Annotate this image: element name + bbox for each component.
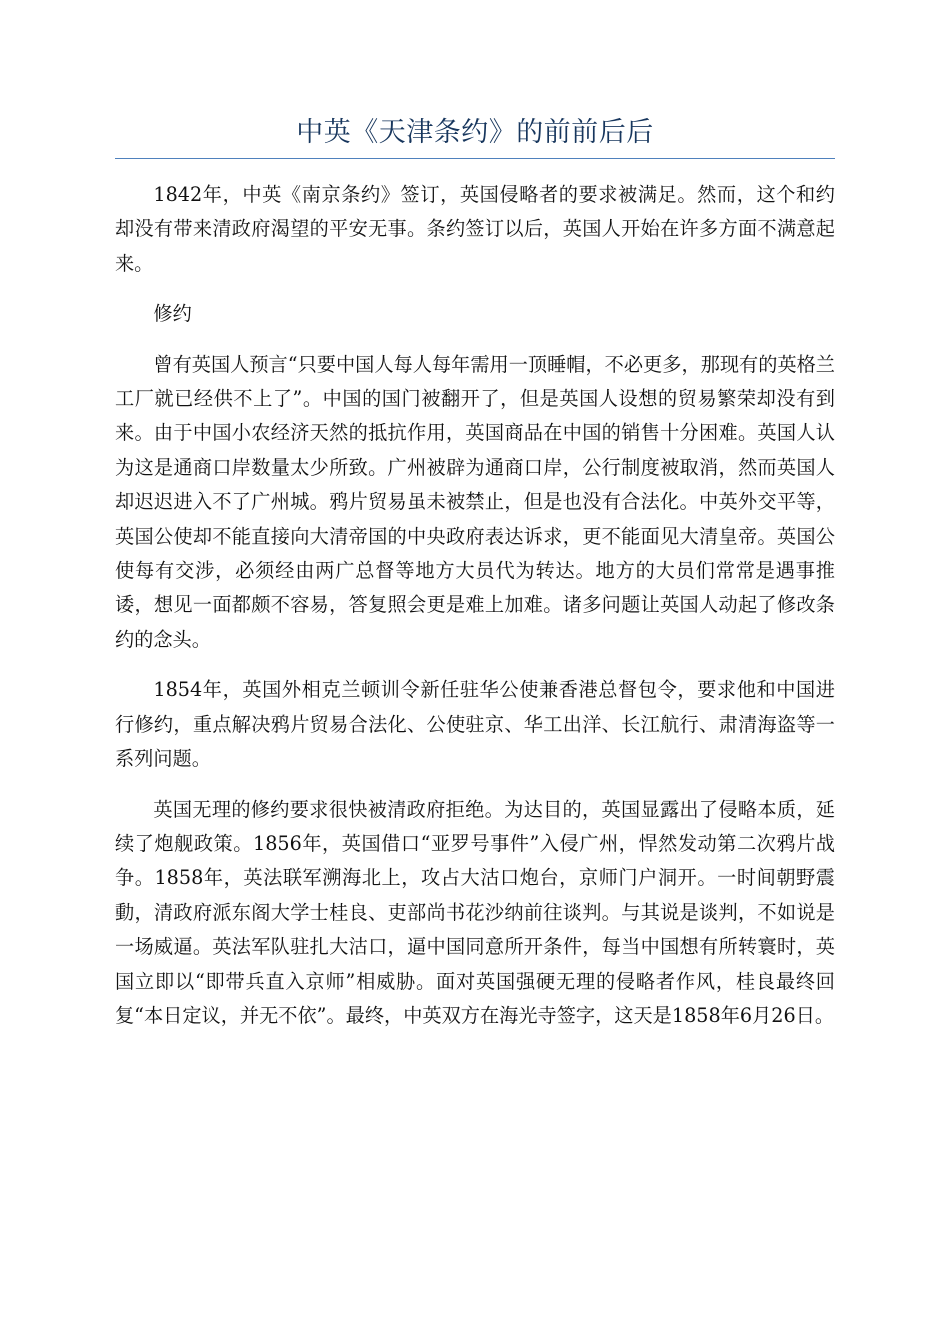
document-body <box>115 178 835 1049</box>
title-block <box>115 112 835 159</box>
section-heading-revision: 修约 <box>153 302 192 326</box>
document-title: 中英《天津条约》的前前后后 <box>296 117 654 148</box>
paragraph-war-and-treaty: 英国无理的修约要求很快被清政府拒绝。为达目的，英国显露出了侵略本质，延续了炮舰政策。1856年，英国借口“亚罗号事件”入侵广州，悍然发动第二次鸦片战争。1858年，英法联军溯海北上，攻占大沽口炮台，京师门户洞开。一时间朝野震動，清政府派东阁大学士桂良、吏部尚书花沙纳前往谈判。与其说是谈判，不如说是一场威逼。英法军队驻扎大沽口，逼中国同意所开条件，每当中国想有所转寰时，英国立即以“即带兵直入京师”相威胁。面对英国强硬无理的侵略者作风，桂良最终回复“本日定议，并无不依”。最终，中英双方在海光寺签字，这天是1858年6月26日。 <box>115 797 835 1027</box>
paragraph-intro: 1842年，中英《南京条约》签订，英国侵略者的要求被满足。然而，这个和约却没有带来清政府渴望的平安无事。条约签订以后，英国人开始在许多方面不满意起来。 <box>115 183 835 275</box>
paragraph-revision-background: 曾有英国人预言“只要中国人每人每年需用一顶睡帽，不必更多，那现有的英格兰工厂就已经供不上了”。中国的国门被翻开了，但是英国人设想的贸易繁荣却没有到来。由于中国小农经济天然的抵抗作用，英国商品在中国的销售十分困难。英国人认为这是通商口岸数量太少所致。广州被辟为通商口岸，公行制度被取消，然而英国人却迟迟进入不了广州城。鸦片贸易虽未被禁止，但是也没有合法化。中英外交平等，英国公使却不能直接向大清帝国的中央政府表达诉求，更不能面见大清皇帝。英国公使每有交涉，必须经由两广总督等地方大员代为转达。地方的大员们常常是遇事推诿，想见一面都颇不容易，答复照会更是难上加难。诸多问题让英国人动起了修改条约的念头。 <box>115 352 835 651</box>
paragraph-1854-instruction: 1854年，英国外相克兰顿训令新任驻华公使兼香港总督包令，要求他和中国进行修约，重点解决鸦片贸易合法化、公使驻京、华工出洋、长江航行、肃清海盗等一系列问题。 <box>115 678 835 771</box>
